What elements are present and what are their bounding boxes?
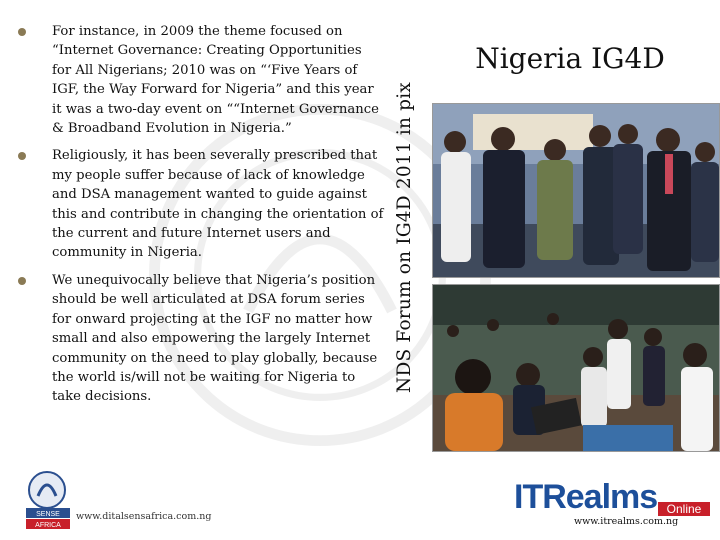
group-photo-image	[433, 104, 719, 277]
slide-title: Nigeria IG4D	[475, 42, 665, 75]
itrealms-online-text: Online	[666, 502, 702, 516]
footer-left-url[interactable]: www.ditalsensafrica.com.ng	[76, 511, 212, 522]
bullet-icon	[18, 28, 26, 36]
footer-right-url[interactable]: www.itrealms.com.ng	[574, 516, 679, 527]
bullet-item	[16, 271, 384, 407]
itrealms-logo-text: ITRealms	[514, 478, 658, 516]
side-title	[388, 14, 420, 460]
itrealms-logo	[512, 478, 712, 516]
bullet-text: We unequivocally believe that Nigeria’s position should be well articulated at DSA forum series for onward projecting at the IGF no matter how small and also empowering the largely Internet community on the need to play globally, because the world is/will not be waiting for Nigeria to take decisions.	[52, 272, 378, 405]
bullet-icon	[18, 152, 26, 160]
bullet-text: Religiously, it has been severally prescribed that my people suffer because of lack of knowledge and DSA management wanted to guide against this and contribute in changing the orientation of the current and future Internet users and community in Nigeria.	[52, 148, 384, 261]
logo-sense-text: SENSE	[36, 511, 60, 518]
forum-group-photo	[432, 103, 720, 278]
logo-africa-text: AFRICA	[35, 522, 61, 529]
bullet-list	[16, 22, 384, 415]
bullet-item	[16, 22, 384, 138]
bullet-item	[16, 146, 384, 262]
digital-sense-africa-logo	[18, 470, 76, 532]
bullet-icon	[18, 277, 26, 285]
audience-photo-image	[433, 285, 719, 451]
forum-audience-photo	[432, 284, 720, 452]
bullet-text: For instance, in 2009 the theme focused on “Internet Governance: Creating Opportunities for All Nigerians; 2010 was on “‘Five Years of IGF, the Way Forward for Nigeria” and this year it was a two-day event on ““Internet Governance & Broadband Evolution in Nigeria.”	[52, 24, 379, 137]
side-title-text: NDS Forum on IG4D 2011 in pix	[393, 81, 415, 393]
